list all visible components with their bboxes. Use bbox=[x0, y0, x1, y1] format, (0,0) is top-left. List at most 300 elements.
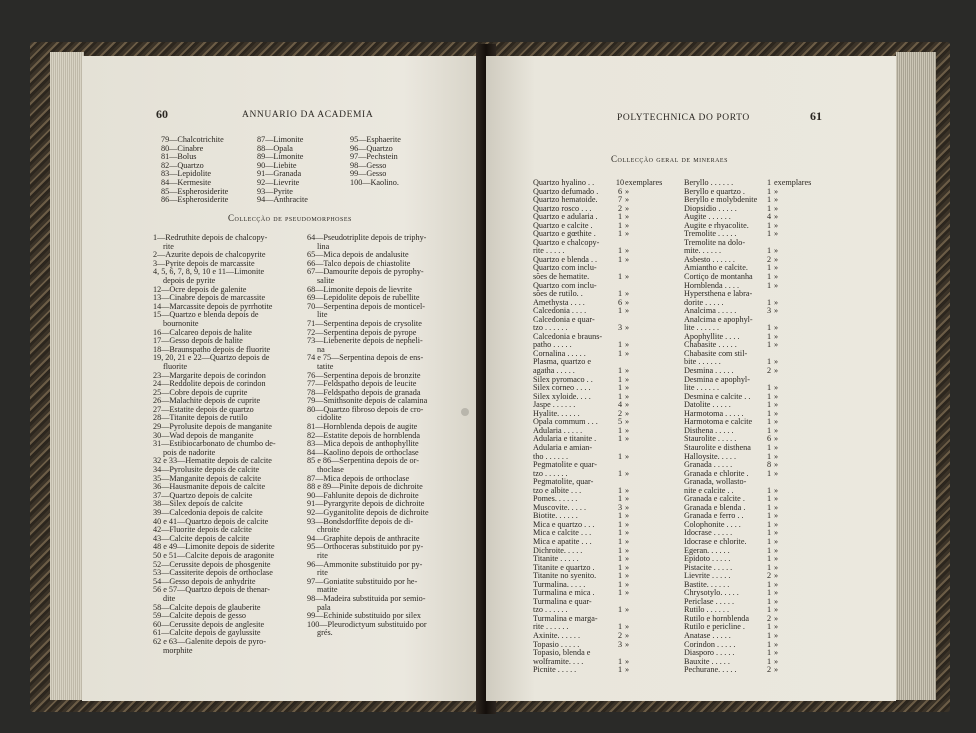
specimen-count: 1 bbox=[617, 434, 623, 444]
specimen-unit: » bbox=[774, 400, 779, 410]
mineral-name: Jaspe . . . . . . bbox=[533, 401, 576, 410]
mineral-name: tzo . . . . . . bbox=[533, 606, 568, 615]
mineral-name: Cortiço de montanha bbox=[684, 273, 753, 282]
specimen-count: 2 bbox=[766, 571, 772, 581]
specimen-unit: » bbox=[625, 656, 630, 666]
list-line: 27—Estatite depois de quartzo bbox=[153, 404, 254, 414]
specimen-count: 1 bbox=[617, 554, 623, 564]
specimen-unit bbox=[625, 333, 665, 342]
mineral-name: tho . . . . . . bbox=[533, 452, 569, 461]
list-line: 4, 5, 6, 7, 8, 9, 10 e 11—Limonite bbox=[153, 267, 265, 277]
specimen-count: 1 bbox=[617, 665, 623, 675]
list-line: 81—Bolus bbox=[161, 152, 197, 162]
specimen-count: 1 bbox=[617, 571, 623, 581]
pseudo-list-col2 bbox=[307, 234, 475, 638]
running-head-left: ANNUARIO DA ACADEMIA bbox=[242, 110, 374, 120]
table-row bbox=[684, 393, 814, 402]
list-line: 79—Chalcotrichite bbox=[161, 135, 224, 144]
mineral-name: Diopsidio . . . . . bbox=[684, 204, 737, 213]
mineral-name: Desmina e calcite . . bbox=[684, 392, 751, 401]
specimen-count: 1 bbox=[766, 425, 772, 435]
list-line: 2—Azurite depois de chalcopyrite bbox=[153, 250, 266, 260]
specimen-count: 1 bbox=[766, 596, 772, 606]
list-line: bournonite bbox=[163, 318, 199, 328]
mineral-name: Beryllo e molybdenite bbox=[684, 196, 758, 205]
table-row bbox=[684, 572, 814, 581]
specimen-count: 1 bbox=[766, 511, 772, 521]
specimen-unit: » bbox=[625, 451, 630, 461]
mineral-name: Periclase . . . . . bbox=[684, 597, 735, 606]
page-number-right: 61 bbox=[810, 109, 822, 123]
mineral-name: tzo e albite . . . bbox=[533, 486, 582, 495]
mineral-name: Turmalina e mica . bbox=[533, 589, 595, 598]
table-row bbox=[684, 418, 814, 427]
table-row bbox=[684, 598, 814, 607]
list-line: 23—Margarite depois de corindon bbox=[153, 370, 266, 380]
list-line: 67—Damourite depois de pyrophy- bbox=[307, 267, 424, 277]
specimen-unit: » bbox=[625, 425, 630, 435]
specimen-unit: » bbox=[774, 254, 779, 264]
table-row bbox=[684, 307, 814, 316]
specimen-count: 1 bbox=[766, 605, 772, 615]
specimen-unit: » bbox=[774, 383, 779, 393]
list-line: 35—Manganite depois de calcite bbox=[153, 473, 261, 483]
page-edges-right bbox=[896, 52, 936, 700]
specimen-count: 2 bbox=[766, 665, 772, 675]
specimen-unit: » bbox=[625, 229, 630, 239]
list-line: 61—Calcite depois de gaylussite bbox=[153, 628, 261, 638]
table-row bbox=[533, 555, 665, 564]
mineral-name: Quartzo com inclu- bbox=[533, 264, 597, 273]
list-line: 71—Serpentina depois de crysolite bbox=[307, 318, 422, 328]
specimen-unit: » bbox=[625, 212, 630, 222]
list-line: grés. bbox=[317, 628, 333, 638]
left-page bbox=[82, 56, 484, 701]
list-line: pois de nadorite bbox=[163, 447, 216, 457]
mineral-name: Calcedonia e brauns- bbox=[533, 332, 603, 341]
mineral-name: Quartzo hyalino . . bbox=[533, 179, 595, 187]
list-line: salite bbox=[317, 275, 335, 285]
list-line: 92—Lievrite bbox=[257, 177, 300, 187]
table-row bbox=[684, 512, 814, 521]
list-line: 77—Feldspatho depois de leucite bbox=[307, 379, 417, 389]
table-row bbox=[684, 290, 814, 299]
specimen-unit: » bbox=[625, 485, 630, 495]
table-row bbox=[684, 641, 814, 650]
specimen-unit bbox=[625, 358, 665, 367]
specimen-unit: » bbox=[625, 408, 630, 418]
list-line: 88—Opala bbox=[257, 143, 293, 153]
specimen-count: 1 bbox=[766, 246, 772, 256]
specimen-count: 4 bbox=[766, 212, 772, 222]
list-line: 36—Hausmanite depois de calcite bbox=[153, 482, 266, 492]
mineral-name: agatha . . . . . bbox=[533, 367, 575, 376]
mineral-name: bite . . . . . . bbox=[684, 358, 721, 367]
specimen-unit: » bbox=[774, 408, 779, 418]
table-row bbox=[684, 453, 814, 462]
mineral-name: Beryllo . . . . . . bbox=[684, 179, 734, 187]
specimen-unit: » bbox=[625, 554, 630, 564]
specimen-count: 8 bbox=[766, 460, 772, 470]
specimen-unit bbox=[625, 598, 665, 607]
specimen-unit: » bbox=[774, 468, 779, 478]
specimen-unit: » bbox=[625, 323, 630, 333]
specimen-unit: » bbox=[625, 195, 630, 205]
specimen-unit: » bbox=[774, 502, 779, 512]
specimen-count: 1 bbox=[766, 417, 772, 427]
table-row bbox=[533, 461, 665, 470]
table-row bbox=[684, 324, 814, 333]
table-row bbox=[533, 641, 665, 650]
specimen-count: 3 bbox=[617, 502, 623, 512]
mineral-name: Chabasite . . . . . bbox=[684, 341, 737, 350]
mineral-name: Turmalina e quar- bbox=[533, 597, 592, 606]
mineral-name: Topasio, blenda e bbox=[533, 649, 591, 658]
list-line: 88 e 89—Pinite depois de dichroite bbox=[307, 482, 423, 492]
specimen-count: 1 bbox=[617, 272, 623, 282]
specimen-count: 1 bbox=[766, 545, 772, 555]
specimen-unit: » bbox=[625, 391, 630, 401]
specimen-count: 1 bbox=[766, 442, 772, 452]
table-row bbox=[684, 666, 814, 675]
specimen-count: 1 bbox=[766, 622, 772, 632]
specimen-count: 7 bbox=[617, 195, 623, 205]
table-row bbox=[533, 470, 665, 479]
table-row bbox=[684, 623, 814, 632]
list-line: 43—Calcite depois de calcite bbox=[153, 533, 250, 543]
mineral-name: Datolite . . . . . bbox=[684, 401, 731, 410]
list-line: 76—Serpentina depois de bronzite bbox=[307, 370, 421, 380]
specimen-unit bbox=[774, 350, 814, 359]
mineral-name: Tremolite . . . . . bbox=[684, 230, 737, 239]
specimen-unit: » bbox=[625, 366, 630, 376]
specimen-count: 2 bbox=[617, 630, 623, 640]
list-line: 58—Calcite depois de glauberite bbox=[153, 602, 261, 612]
table-row bbox=[684, 384, 814, 393]
specimen-unit: » bbox=[625, 374, 630, 384]
list-line: 30—Wad depois de manganite bbox=[153, 430, 254, 440]
specimen-unit: » bbox=[625, 511, 630, 521]
list-line: 91—Pyrargyrite depois de dichroite bbox=[307, 499, 425, 509]
mineral-name: Chrysotylo. . . . . bbox=[684, 589, 739, 598]
table-row bbox=[684, 658, 814, 667]
list-line: 66—Talco depois de chiastolite bbox=[307, 258, 411, 268]
specimen-count: 1 bbox=[766, 648, 772, 658]
list-line: pala bbox=[317, 602, 331, 612]
specimen-count: 1 bbox=[766, 340, 772, 350]
table-row bbox=[684, 487, 814, 496]
specimen-unit: » bbox=[774, 596, 779, 606]
mineral-name: Desmina e apophyl- bbox=[684, 375, 750, 384]
specimen-count: 1 bbox=[766, 588, 772, 598]
table-row bbox=[533, 393, 665, 402]
specimen-count: 1 bbox=[617, 229, 623, 239]
mineral-name: Anatase . . . . . bbox=[684, 631, 731, 640]
mineral-name: wolframite. . . . bbox=[533, 657, 584, 666]
mineral-name: Hornblenda . . . . bbox=[684, 281, 740, 290]
specimen-unit: » bbox=[625, 468, 630, 478]
specimen-unit bbox=[774, 290, 814, 299]
table-row bbox=[533, 453, 665, 462]
specimen-count: 1 bbox=[766, 331, 772, 341]
list-line: 83—Mica depois de anthophyllite bbox=[307, 439, 419, 449]
list-line: 15—Quartzo e blenda depois de bbox=[153, 310, 259, 320]
table-row bbox=[684, 230, 814, 239]
list-line: dite bbox=[163, 593, 176, 603]
table-row bbox=[533, 529, 665, 538]
specimen-count: 1 bbox=[617, 622, 623, 632]
list-line: 38—Silex depois de calcite bbox=[153, 499, 243, 509]
mineral-name: rite . . . . . bbox=[533, 247, 565, 256]
mineral-name: tzo . . . . . . bbox=[533, 324, 568, 333]
table-row bbox=[684, 495, 814, 504]
specimen-unit: » bbox=[774, 648, 779, 658]
specimen-unit: » bbox=[774, 665, 779, 675]
mineral-name: Egeran. . . . . . bbox=[684, 546, 730, 555]
list-line: 12—Ocre depois de galenite bbox=[153, 284, 247, 294]
table-row bbox=[533, 427, 665, 436]
specimen-count: 4 bbox=[617, 400, 623, 410]
table-row bbox=[533, 487, 665, 496]
page-edges-left bbox=[50, 52, 84, 700]
mineral-name: Augite . . . . . . bbox=[684, 213, 731, 222]
mineral-name: Pistacite . . . . . bbox=[684, 563, 733, 572]
specimen-unit: » bbox=[774, 340, 779, 350]
list-line: 99—Gesso bbox=[350, 169, 387, 179]
specimen-count: 1 bbox=[617, 340, 623, 350]
specimen-count: 1 bbox=[766, 391, 772, 401]
mineral-name: Silex corneo . . . . bbox=[533, 384, 591, 393]
table-row bbox=[684, 589, 814, 598]
specimen-unit: » bbox=[774, 357, 779, 367]
mineral-name: Granada . . . . . bbox=[684, 461, 733, 470]
table-row bbox=[533, 350, 665, 359]
table-row bbox=[684, 247, 814, 256]
list-line: 72—Serpentina depois de pyrope bbox=[307, 327, 417, 337]
specimen-unit: » bbox=[774, 323, 779, 333]
mineral-name: Chabasite com stil- bbox=[684, 349, 748, 358]
specimen-unit: » bbox=[774, 554, 779, 564]
mineral-name: mite. . . . . . bbox=[684, 247, 722, 256]
mineral-name: nite e calcite . . bbox=[684, 486, 734, 495]
specimen-unit bbox=[625, 264, 665, 273]
table-row bbox=[533, 358, 665, 367]
table-row bbox=[684, 615, 814, 624]
mineral-name: Quartzo e adularia . bbox=[533, 213, 598, 222]
specimen-count: 1 bbox=[617, 588, 623, 598]
specimen-count: 1 bbox=[617, 220, 623, 230]
list-line: rite bbox=[163, 241, 174, 251]
table-row bbox=[684, 367, 814, 376]
table-row bbox=[684, 188, 814, 197]
list-line: cidolite bbox=[317, 413, 342, 423]
table-row bbox=[684, 478, 814, 487]
top-list-col3 bbox=[350, 136, 401, 188]
table-row bbox=[684, 333, 814, 342]
table-row bbox=[684, 470, 814, 479]
table-row bbox=[684, 282, 814, 291]
table-row bbox=[533, 521, 665, 530]
page-spot bbox=[461, 408, 469, 416]
list-line: morphite bbox=[163, 645, 193, 655]
mineral-name: Desmina . . . . . bbox=[684, 367, 734, 376]
mineral-name: Bastite. . . . . . bbox=[684, 580, 730, 589]
table-row bbox=[533, 615, 665, 624]
specimen-unit: » bbox=[625, 571, 630, 581]
table-row bbox=[533, 299, 665, 308]
list-line: 74 e 75—Serpentina depois de ens- bbox=[307, 353, 424, 363]
table-row bbox=[684, 427, 814, 436]
specimen-unit: » bbox=[774, 212, 779, 222]
specimen-count: 1 bbox=[617, 246, 623, 256]
specimen-unit: » bbox=[625, 622, 630, 632]
list-line: 94—Graphite depois de anthracite bbox=[307, 533, 420, 543]
specimen-count: 1 bbox=[617, 425, 623, 435]
mineral-name: lite . . . . . . bbox=[684, 324, 720, 333]
list-line: 81—Hornblenda depois de augite bbox=[307, 422, 418, 432]
specimen-count: 1 bbox=[617, 528, 623, 538]
mineral-name: lite . . . . . . bbox=[684, 384, 720, 393]
specimen-unit bbox=[625, 444, 665, 453]
mineral-name: Epidoto . . . . . bbox=[684, 555, 731, 564]
mineral-name: Dichroite. . . . . bbox=[533, 546, 583, 555]
table-row bbox=[533, 333, 665, 342]
specimen-count: 1 bbox=[617, 468, 623, 478]
specimen-count: 1 bbox=[766, 485, 772, 495]
specimen-unit: » bbox=[625, 220, 630, 230]
mineral-name: Halloysite. . . . . bbox=[684, 452, 737, 461]
specimen-unit: » bbox=[625, 400, 630, 410]
specimen-unit: » bbox=[774, 622, 779, 632]
mineral-name: Calcedonia . . . . bbox=[533, 307, 587, 316]
specimen-unit: » bbox=[774, 417, 779, 427]
table-row bbox=[533, 564, 665, 573]
mineral-name: Mica e quartzo . . . bbox=[533, 520, 595, 529]
list-line: 79—Smithsonite depois de calamina bbox=[307, 396, 428, 406]
specimen-count: 1 bbox=[766, 502, 772, 512]
specimen-unit: » bbox=[774, 605, 779, 615]
specimen-count: 1 bbox=[766, 195, 772, 205]
list-line: 90—Fahlunite depois de dichroite bbox=[307, 490, 419, 500]
list-line: 24—Reddolite depois de corindon bbox=[153, 379, 266, 389]
specimen-unit: » bbox=[774, 229, 779, 239]
mineral-name: Biotite. . . . . . bbox=[533, 512, 578, 521]
specimen-count: 2 bbox=[617, 203, 623, 213]
table-row bbox=[533, 632, 665, 641]
mineral-name: Muscovite. . . . . bbox=[533, 503, 586, 512]
specimen-count: 2 bbox=[617, 408, 623, 418]
table-row bbox=[533, 623, 665, 632]
table-row bbox=[684, 179, 814, 188]
mineral-name: Axinite. . . . . . bbox=[533, 631, 581, 640]
specimen-unit: » bbox=[625, 417, 630, 427]
list-line: 25—Cobre depois de cuprite bbox=[153, 387, 248, 397]
table-row bbox=[533, 649, 665, 658]
specimen-unit: » bbox=[774, 195, 779, 205]
specimen-unit: » bbox=[625, 297, 630, 307]
specimen-count: 1 bbox=[766, 494, 772, 504]
mineral-name: Adularia e amian- bbox=[533, 443, 593, 452]
list-line: depois de pyrite bbox=[163, 275, 216, 285]
list-line: 73—Liebenerite depois de nepheli- bbox=[307, 336, 423, 346]
top-list-col2 bbox=[257, 136, 308, 205]
specimen-count: 1 bbox=[766, 383, 772, 393]
table-row bbox=[684, 606, 814, 615]
specimen-unit: » bbox=[625, 340, 630, 350]
list-line: thoclase bbox=[317, 465, 344, 475]
table-row bbox=[533, 384, 665, 393]
table-row bbox=[684, 632, 814, 641]
section-title-mineraes: Collecção geral de mineraes bbox=[611, 154, 728, 164]
specimen-unit: » bbox=[774, 280, 779, 290]
list-line: lite bbox=[317, 310, 328, 320]
list-line: 62 e 63—Galenite depois de pyro- bbox=[153, 636, 267, 646]
specimen-count: 1 bbox=[766, 357, 772, 367]
table-row bbox=[533, 273, 665, 282]
mineral-name: Idocrase e chlorite. bbox=[684, 537, 747, 546]
list-line: 50 e 51—Calcite depois de aragonite bbox=[153, 550, 275, 560]
specimen-unit: » bbox=[774, 425, 779, 435]
list-line: 26—Malachite depois de cuprite bbox=[153, 396, 261, 406]
specimen-count: 1 bbox=[617, 485, 623, 495]
table-row bbox=[533, 504, 665, 513]
specimen-unit bbox=[625, 316, 665, 325]
specimen-count: 1 bbox=[766, 554, 772, 564]
mineral-name: Rutilo e hornblenda bbox=[684, 614, 750, 623]
list-line: 98—Gesso bbox=[350, 160, 387, 170]
specimen-count: 1 bbox=[617, 519, 623, 529]
list-line: 82—Estatite depois de hornblenda bbox=[307, 430, 421, 440]
list-line: 19, 20, 21 e 22—Quartzo depois de bbox=[153, 353, 270, 363]
specimen-count: 1 bbox=[766, 400, 772, 410]
mineral-name: Granada e calcite . bbox=[684, 495, 745, 504]
mineral-name: Tremolite na dolo- bbox=[684, 238, 746, 247]
table-row bbox=[684, 196, 814, 205]
list-line: 78—Feldspatho depois de granada bbox=[307, 387, 421, 397]
table-row bbox=[533, 367, 665, 376]
mineral-name: Quartzo e blenda . . bbox=[533, 255, 598, 264]
specimen-unit: » bbox=[625, 579, 630, 589]
list-line: 48 e 49—Limonite depois de siderite bbox=[153, 542, 275, 552]
list-line: 91—Granada bbox=[257, 169, 302, 179]
page-number-left: 60 bbox=[156, 107, 168, 121]
specimen-unit: » bbox=[625, 494, 630, 504]
mineral-name: Lievrite . . . . . bbox=[684, 572, 731, 581]
list-line: 95—Esphaerite bbox=[350, 135, 401, 144]
specimen-count: 1 bbox=[617, 348, 623, 358]
list-line: 96—Quartzo bbox=[350, 143, 393, 153]
list-line: 86—Espherosiderite bbox=[161, 195, 229, 205]
table-row bbox=[684, 376, 814, 385]
list-line: 87—Limonite bbox=[257, 135, 304, 144]
specimen-count: 1 bbox=[617, 494, 623, 504]
specimen-unit: » bbox=[774, 571, 779, 581]
specimen-count: 10 bbox=[615, 178, 625, 187]
table-row bbox=[533, 495, 665, 504]
table-row bbox=[684, 521, 814, 530]
table-row bbox=[533, 341, 665, 350]
mineral-name: Rutilo e pericline . bbox=[684, 623, 745, 632]
table-row bbox=[533, 324, 665, 333]
table-row bbox=[533, 581, 665, 590]
table-row bbox=[533, 222, 665, 231]
specimen-count: 6 bbox=[617, 297, 623, 307]
top-list-col1 bbox=[161, 136, 228, 205]
pseudo-list-col1 bbox=[153, 234, 305, 655]
table-row bbox=[533, 196, 665, 205]
mineral-name: Analcima . . . . . bbox=[684, 307, 737, 316]
list-line: lina bbox=[317, 241, 330, 251]
